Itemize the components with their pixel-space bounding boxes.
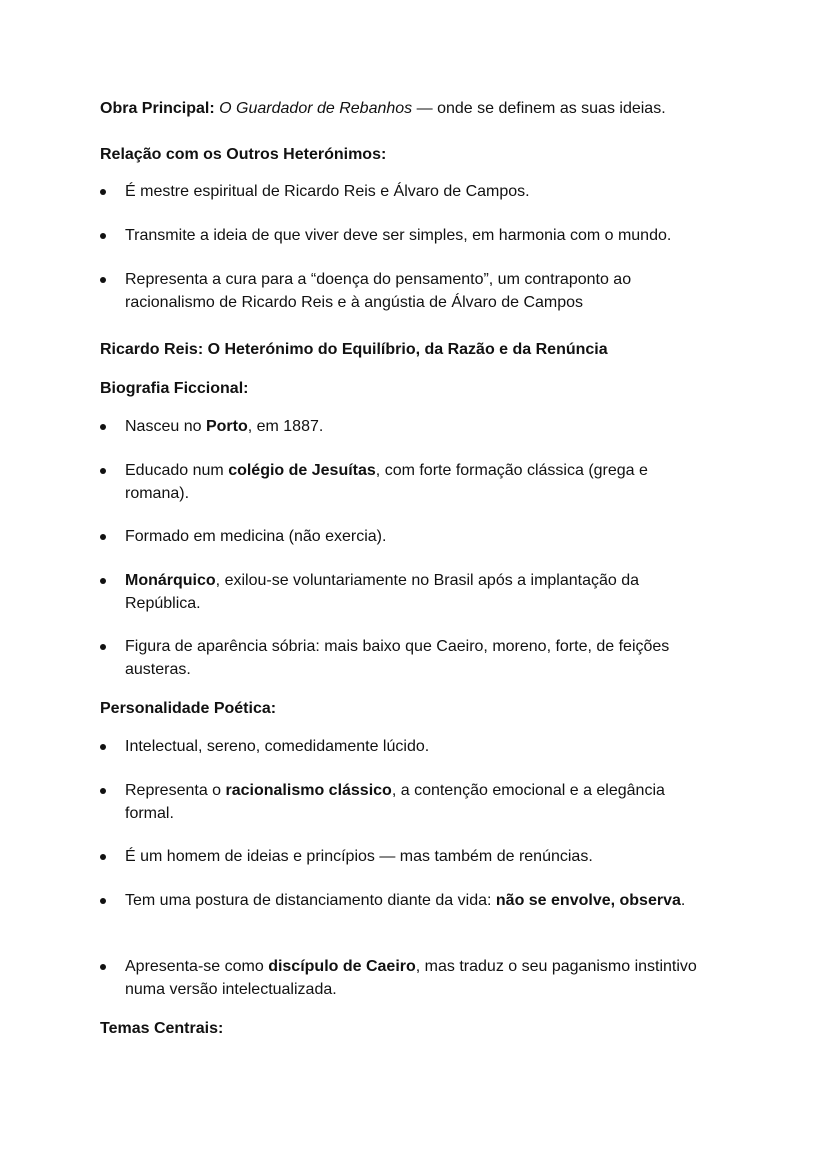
bullet-icon — [100, 788, 106, 794]
list-item — [75, 526, 715, 549]
list-item — [75, 225, 715, 248]
bullet-icon — [100, 644, 106, 650]
text-run: , com forte formação clássica (grega e romana). — [125, 462, 648, 502]
text-run: , exilou-se voluntariamente no Brasil após a implantação da República. — [125, 572, 640, 612]
list-item — [75, 636, 715, 681]
text-run: Figura de aparência sóbria: mais baixo que Caeiro, moreno, forte, de feições austeras. — [125, 638, 670, 678]
bullet-icon — [100, 964, 106, 970]
bullet-list — [100, 890, 740, 913]
bold-text: Monárquico — [125, 572, 216, 589]
bullet-icon — [100, 424, 106, 430]
bullet-icon — [100, 898, 106, 904]
bold-text: Temas Centrais: — [100, 1020, 224, 1037]
list-item — [75, 780, 715, 825]
bullet-icon — [100, 534, 106, 540]
bullet-list — [100, 736, 740, 759]
list-item — [75, 570, 715, 615]
bullet-icon — [100, 854, 106, 860]
text-run: É mestre espiritual de Ricardo Reis e Álvaro de Campos. — [125, 183, 530, 200]
list-item — [75, 181, 715, 204]
bold-text: Relação com os Outros Heterónimos: — [100, 146, 387, 163]
bold-text: Ricardo Reis: O Heterónimo do Equilíbrio, da Razão e da Renúncia — [100, 341, 608, 358]
list-item — [75, 269, 715, 314]
text-run: Apresenta-se como — [125, 958, 269, 975]
bullet-icon — [100, 277, 106, 283]
bold-text: Biografia Ficcional: — [100, 380, 249, 397]
bold-text: colégio de Jesuítas — [228, 462, 376, 479]
bullet-list — [100, 780, 740, 825]
section-heading — [100, 338, 740, 361]
bullet-icon — [100, 744, 106, 750]
text-run: , a contenção emocional e a elegância formal. — [125, 782, 665, 822]
bullet-list — [100, 570, 740, 615]
bullet-icon — [100, 468, 106, 474]
text-run: Transmite a ideia de que viver deve ser simples, em harmonia com o mundo. — [125, 227, 672, 244]
text-run: Formado em medicina (não exercia). — [125, 528, 387, 545]
bullet-icon — [100, 189, 106, 195]
section-heading — [100, 697, 740, 720]
list-item — [75, 956, 715, 1001]
bold-text: Personalidade Poética: — [100, 700, 277, 717]
bullet-list — [100, 269, 740, 314]
italic-text: O Guardador de Rebanhos — [219, 100, 413, 117]
text-run: — onde se definem as suas ideias. — [412, 100, 666, 117]
text-run: , mas traduz o seu paganismo instintivo numa versão intelectualizada. — [125, 958, 697, 998]
text-run: Representa o — [125, 782, 226, 799]
list-item — [75, 890, 715, 913]
text-run: Representa a cura para a “doença do pensamento”, um contraponto ao racionalismo de Ricardo Reis e à angústia de Álvaro de Campos — [125, 271, 632, 311]
section-heading — [100, 1017, 740, 1040]
list-item — [75, 846, 715, 869]
bullet-list — [100, 526, 740, 549]
bold-text: Porto — [205, 418, 248, 435]
text-run: . — [680, 892, 686, 909]
bullet-list — [100, 416, 740, 439]
text-run: , em 1887. — [247, 418, 324, 435]
paragraph — [100, 97, 740, 120]
bullet-list — [100, 846, 740, 869]
text-run: Tem uma postura de distanciamento diante da vida: — [125, 892, 496, 909]
bold-text: Obra Principal: — [100, 100, 215, 117]
bullet-list — [100, 636, 740, 681]
bullet-list — [100, 181, 740, 204]
section-heading — [100, 143, 740, 166]
text-run: Educado num — [125, 462, 229, 479]
bullet-list — [100, 225, 740, 248]
list-item — [75, 416, 715, 439]
text-run: É um homem de ideias e princípios — mas também de renúncias. — [125, 848, 593, 865]
list-item — [75, 736, 715, 759]
bold-text: racionalismo clássico — [225, 782, 392, 799]
bullet-icon — [100, 233, 106, 239]
bullet-icon — [100, 578, 106, 584]
text-run: Nasceu no — [125, 418, 206, 435]
bullet-list — [100, 956, 740, 1001]
section-heading — [100, 377, 740, 400]
list-item — [75, 460, 715, 505]
bullet-list — [100, 460, 740, 505]
text-run: Intelectual, sereno, comedidamente lúcido. — [125, 738, 430, 755]
bold-text: não se envolve, observa — [495, 892, 681, 909]
bold-text: discípulo de Caeiro — [268, 958, 416, 975]
